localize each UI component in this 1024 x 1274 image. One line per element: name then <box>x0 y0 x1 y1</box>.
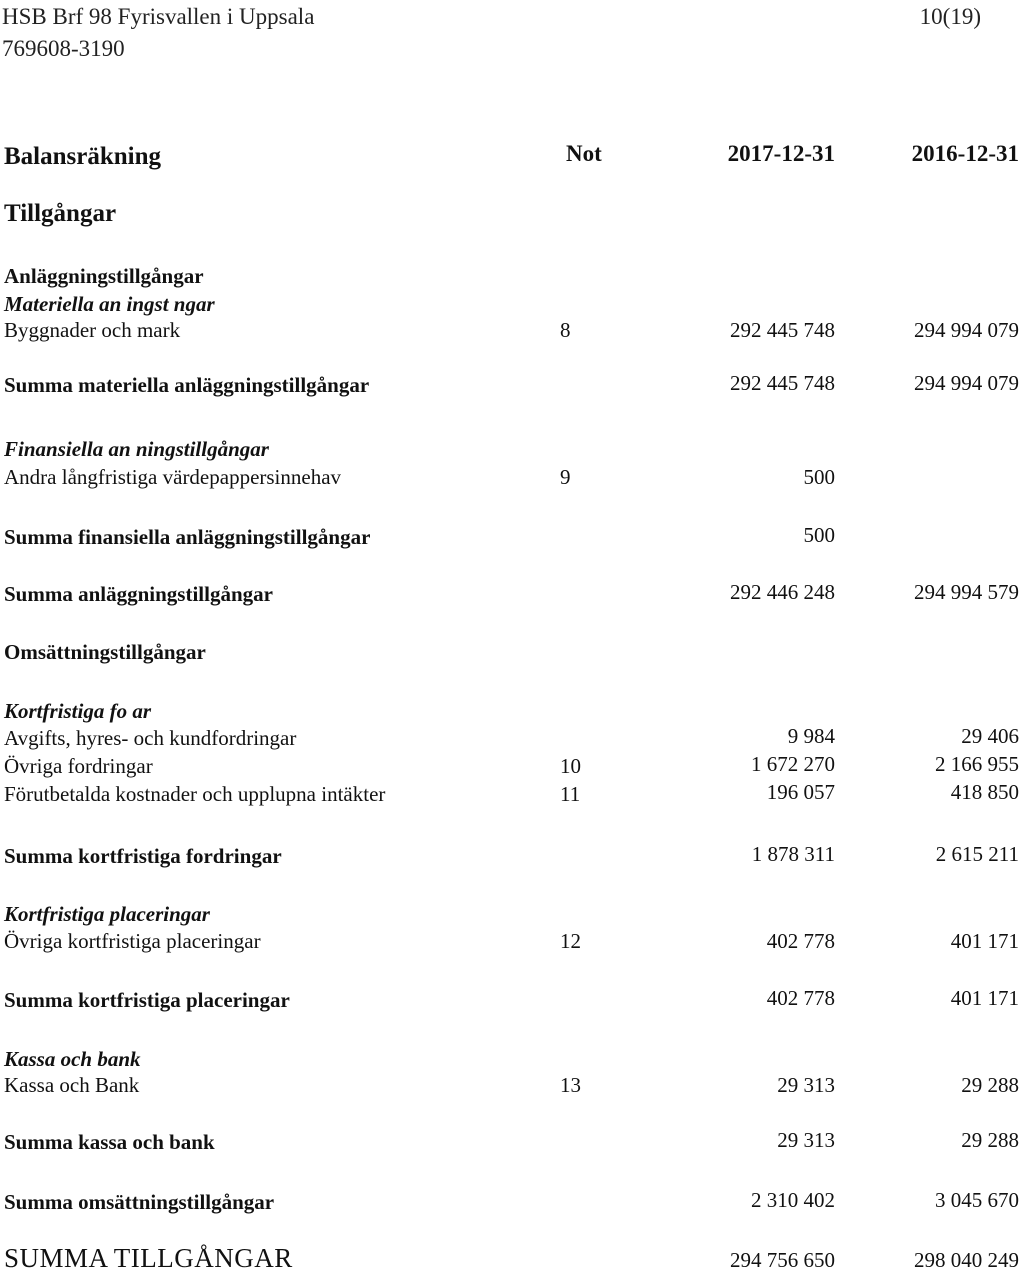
row-value-2016: 29 288 <box>961 1128 1019 1152</box>
col-2016-header: 2016-12-31 <box>911 141 1019 166</box>
row-label: Kassa och Bank <box>4 1073 140 1097</box>
row-label: Summa anläggningstillgångar <box>4 582 273 606</box>
col-not-header: Not <box>566 141 602 166</box>
row-value-2017: 196 057 <box>766 780 835 804</box>
row-label: Summa omsättningstillgångar <box>4 1190 275 1214</box>
row-note: 10 <box>560 754 581 778</box>
row-value-2016: 2 166 955 <box>935 752 1019 776</box>
row-label: Avgifts, hyres- och kundfordringar <box>4 726 297 750</box>
row-value-2017: 29 313 <box>777 1128 835 1152</box>
heading-anlaggningstillgangar: Anläggningstillgångar <box>4 264 204 288</box>
row-value-2016: 294 994 079 <box>914 318 1019 342</box>
row-value-2017: 292 445 748 <box>730 371 835 395</box>
row-label: Summa kortfristiga placeringar <box>4 988 290 1012</box>
row-value-2017: 29 313 <box>777 1073 835 1097</box>
row-value-2017: 9 984 <box>787 724 835 748</box>
row-value-2016: 418 850 <box>950 780 1019 804</box>
page-number: 10(19) <box>919 4 981 29</box>
section-tillgangar: Tillgångar <box>4 200 117 227</box>
row-value-2016: 29 288 <box>961 1073 1019 1097</box>
grand-total-label: SUMMA TILLGÅNGAR <box>4 1243 293 1273</box>
row-value-2017: 1 878 311 <box>751 842 835 866</box>
row-value-2016: 401 171 <box>950 986 1019 1010</box>
row-label: Summa finansiella anläggningstillgångar <box>4 525 371 549</box>
row-note: 12 <box>560 929 581 953</box>
row-value-2016: 401 171 <box>950 929 1019 953</box>
row-value-2017: 500 <box>803 523 835 547</box>
subheading-finansiella: Finansiella an ningstillgångar <box>4 437 269 461</box>
row-label: Förutbetalda kostnader och upplupna intäkter <box>4 782 386 806</box>
subheading-kassa-och-bank: Kassa och bank <box>4 1047 141 1071</box>
row-value-2017: 1 672 270 <box>751 752 835 776</box>
subheading-materiella: Materiella an ingst ngar <box>4 292 215 316</box>
row-note: 9 <box>560 465 571 489</box>
org-name: HSB Brf 98 Fyrisvallen i Uppsala <box>2 4 315 29</box>
grand-total-2017: 294 756 650 <box>730 1248 835 1272</box>
row-note: 13 <box>560 1073 581 1097</box>
row-label: Övriga fordringar <box>4 754 153 778</box>
row-note: 11 <box>560 782 581 806</box>
row-value-2017: 292 446 248 <box>730 580 835 604</box>
row-label: Byggnader och mark <box>4 318 181 342</box>
grand-total-2016: 298 040 249 <box>914 1248 1019 1272</box>
row-value-2017: 500 <box>803 465 835 489</box>
row-label: Andra långfristiga värdepappersinnehav <box>4 465 342 489</box>
row-value-2017: 2 310 402 <box>751 1188 835 1212</box>
row-value-2016: 3 045 670 <box>935 1188 1019 1212</box>
row-note: 8 <box>560 318 571 342</box>
subheading-kortfristiga-placeringar: Kortfristiga placeringar <box>4 902 210 926</box>
row-value-2016: 2 615 211 <box>935 842 1019 866</box>
col-2017-header: 2017-12-31 <box>727 141 835 166</box>
heading-omsattningstillgangar: Omsättningstillgångar <box>4 640 206 664</box>
row-value-2016: 29 406 <box>961 724 1019 748</box>
row-label: Summa materiella anläggningstillgångar <box>4 373 370 397</box>
row-label: Summa kortfristiga fordringar <box>4 844 282 868</box>
row-label: Summa kassa och bank <box>4 1130 215 1154</box>
page-title: Balansräkning <box>4 143 162 170</box>
row-value-2017: 292 445 748 <box>730 318 835 342</box>
row-value-2016: 294 994 579 <box>914 580 1019 604</box>
org-number: 769608-3190 <box>2 36 125 61</box>
subheading-kortfristiga-fordringar: Kortfristiga fo ar <box>4 699 152 723</box>
row-value-2017: 402 778 <box>766 929 835 953</box>
row-value-2016: 294 994 079 <box>914 371 1019 395</box>
row-value-2017: 402 778 <box>766 986 835 1010</box>
row-label: Övriga kortfristiga placeringar <box>4 929 261 953</box>
